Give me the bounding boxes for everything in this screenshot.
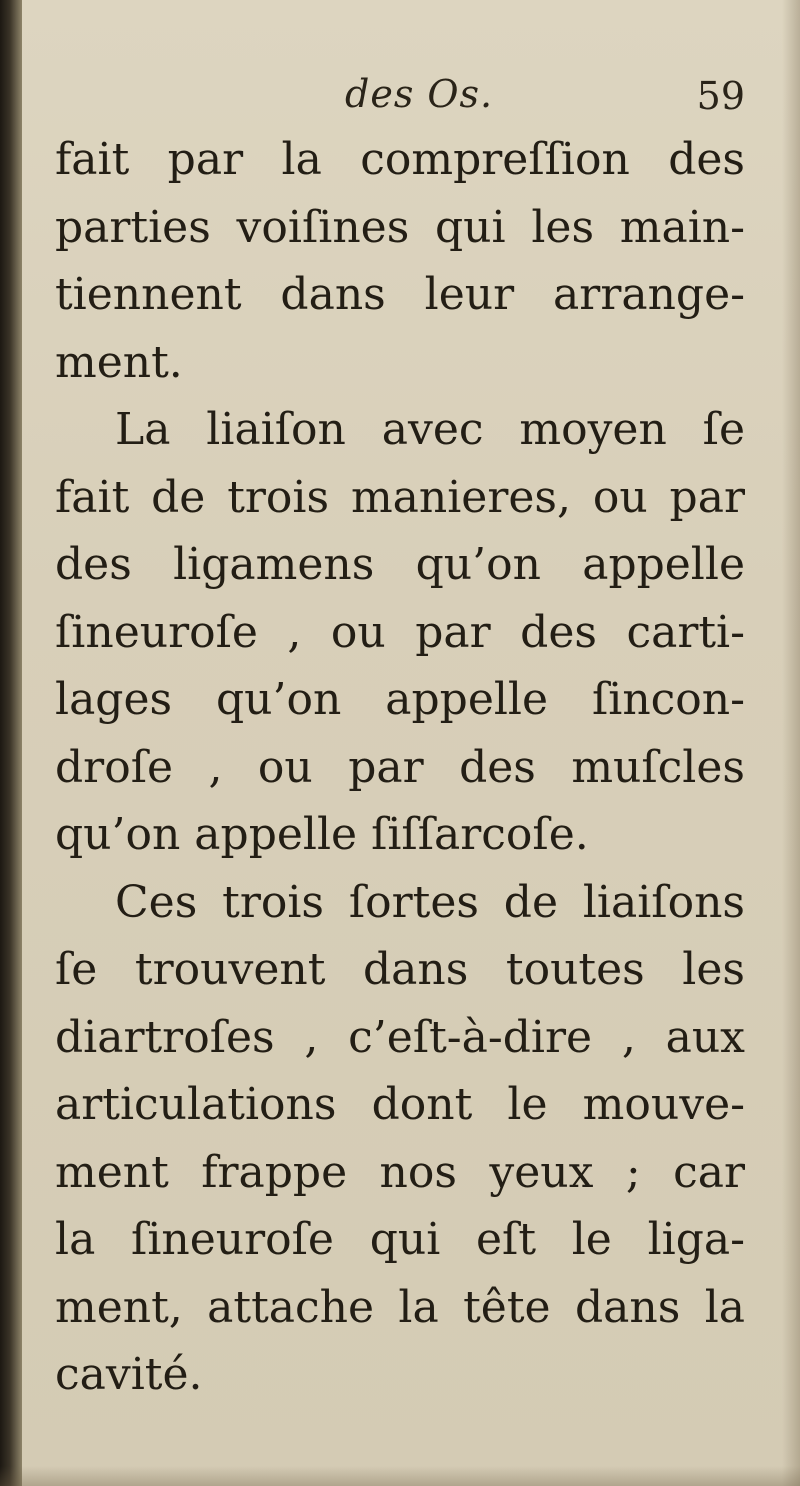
text-line: tiennent dans leur arrange-	[55, 269, 745, 320]
text-line: diartroſes , c’eſt-à-dire , aux	[55, 1011, 745, 1063]
text-line: ment frappe nos yeux ; car	[55, 1146, 745, 1198]
running-title: des Os.	[345, 72, 494, 116]
page-header	[55, 72, 745, 122]
text-line: ſineuroſe , ou par des carti-	[55, 606, 745, 658]
body-text	[55, 126, 745, 1409]
text-line: qu’on appelle ſiſſarcoſe.	[55, 809, 589, 860]
text-line: ment, attache la tête dans la	[55, 1281, 745, 1333]
page-edge-right	[782, 0, 800, 1486]
page-number: 59	[696, 74, 745, 118]
text-line: cavité.	[55, 1349, 203, 1400]
text-line: Ces trois ſortes de liaiſons	[115, 876, 745, 928]
text-line: La liaiſon avec moyen ſe	[115, 404, 745, 455]
text-line: ſe trouvent dans toutes les	[55, 944, 745, 995]
text-line: fait par la compreſſion des	[55, 134, 745, 185]
text-line: articulations dont le mouve-	[55, 1079, 745, 1130]
text-line: la ſineuroſe qui eſt le liga-	[55, 1214, 745, 1265]
text-line: droſe , ou par des muſcles	[55, 741, 745, 793]
text-line: fait de trois manieres, ou par	[55, 471, 745, 523]
text-line: ment.	[55, 336, 183, 388]
text-line: lages qu’on appelle ſincon-	[55, 674, 745, 725]
text-line: parties voiſines qui les main-	[55, 201, 745, 253]
binding-gutter	[0, 0, 22, 1486]
text-line: des ligamens qu’on appelle	[55, 539, 745, 590]
page-edge-bottom	[0, 1466, 800, 1486]
